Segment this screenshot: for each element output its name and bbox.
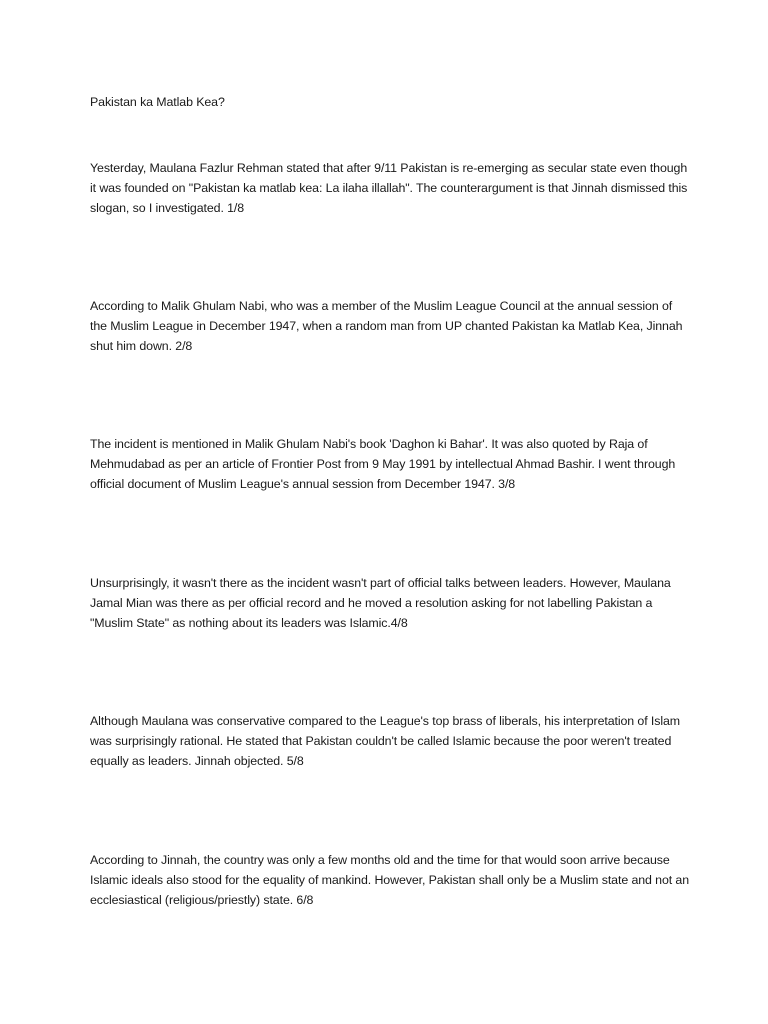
paragraph-6: According to Jinnah, the country was only a few months old and the time for that would soon arrive because Islamic ideals also stood for the equality of mankind. However, Pakistan shall only be a Muslim state and not an ecclesiastical (religious/priestly) state. 6/8 [90, 853, 690, 907]
paragraph-5: Although Maulana was conservative compared to the League's top brass of liberals, his interpretation of Islam was surprisingly rational. He stated that Pakistan couldn't be called Islamic because the poor weren't treated equally as leaders. Jinnah objected. 5/8 [90, 714, 680, 768]
paragraph-2: According to Malik Ghulam Nabi, who was a member of the Muslim League Council at the annual session of the Muslim League in December 1947, when a random man from UP chanted Pakistan ka Matlab Kea, Jinnah shut him down. 2/8 [90, 299, 683, 353]
paragraph-4: Unsurprisingly, it wasn't there as the incident wasn't part of official talks between leaders. However, Maulana Jamal Mian was there as per official record and he moved a resolution asking for not labelling Pakistan a "Muslim State" as nothing about its leaders was Islamic.4/8 [90, 576, 671, 630]
document-title: Pakistan ka Matlab Kea? [90, 95, 225, 109]
paragraph-1: Yesterday, Maulana Fazlur Rehman stated that after 9/11 Pakistan is re-emerging as secular state even though it was founded on "Pakistan ka matlab kea: La ilaha illallah". The counterargument is that Jinnah dismissed this slogan, so I investigated. 1/8 [90, 161, 688, 215]
paragraph-3: The incident is mentioned in Malik Ghulam Nabi's book 'Daghon ki Bahar'. It was also quoted by Raja of Mehmudabad as per an article of Frontier Post from 9 May 1991 by intellectual Ahmad Bashir. I went through official document of Muslim League's annual session from December 1947. 3/8 [90, 437, 676, 491]
